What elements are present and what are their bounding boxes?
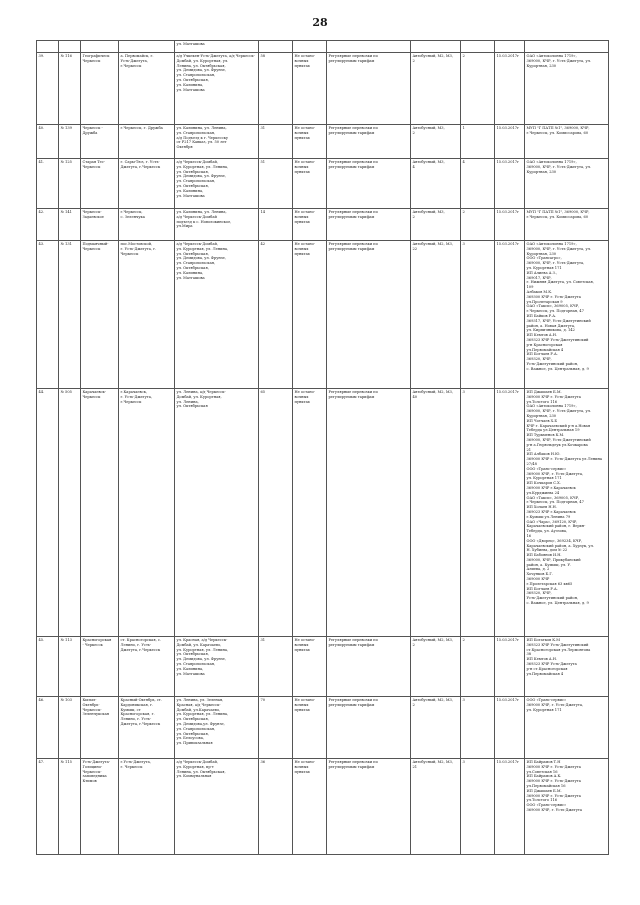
route-length-cell: 42	[259, 241, 293, 389]
table-row	[37, 53, 609, 125]
route-length-cell: 65	[259, 389, 293, 637]
carrier-info-cell: ИП Богатков К.М 369323 КЧР Усть-Джегутинский ст.Красногорская ул.Лермонтова 38 ИП Кемтов А.Н. 369323 КЧР Усть-Джегута р-н ст.Красногорская ул.Первомайская 4	[525, 637, 609, 697]
stop-type-cell: Не остано- вочных пунктах	[293, 241, 327, 389]
vehicle-count-cell: 2	[461, 637, 495, 697]
table-row	[37, 637, 609, 697]
route-number-cell: № 113	[59, 637, 81, 697]
table-row	[37, 241, 609, 389]
route-stops-cell: г.Черкесск, с. Зеленчука	[119, 209, 175, 241]
stop-type-cell: Не остано- вочных пунктах	[293, 209, 327, 241]
route-stops-cell: Красный-Октябрь, ст. Кардоникская, г. Кумыш, ст Красногорская, г. Ленино, г. Усть- Джегута, г.Черкесск	[119, 697, 175, 759]
vehicle-class-cell: Автобусный, М3, 4	[411, 159, 461, 209]
tariff-type-cell: Регулярные перевозки по регулируемым тарифам	[327, 241, 411, 389]
table-row	[37, 125, 609, 159]
registration-date-cell: 15.03.2017г	[495, 159, 525, 209]
stop-type-cell	[293, 41, 327, 53]
vehicle-class-cell: Автобусный, М3, 2	[411, 125, 461, 159]
table-row	[37, 697, 609, 759]
table-row	[37, 389, 609, 637]
route-number-cell: № 103	[59, 697, 81, 759]
route-name-cell: Черкесск - Дружба	[81, 125, 119, 159]
registration-date-cell: 15.03.2017г	[495, 389, 525, 637]
route-stops-cell: г. Сары-Тюз, г. Усть- Джегута, г.Черкесск	[119, 159, 175, 209]
route-name-cell: Красногорская - Черкесск	[81, 637, 119, 697]
registration-date-cell: 15.03.2017г	[495, 209, 525, 241]
vehicle-count-cell: 3	[461, 759, 495, 855]
route-length-cell: 14	[259, 209, 293, 241]
stop-type-cell: Не остано- вочных пунктах	[293, 389, 327, 637]
route-streets-cell: ул. Красная, а/д Черкесск- Домбай, ул. Карачаево, ул. Курортная, ул. Ленина, ул. Октябрьская, ул. Демидова, ул. Фрунзе, ул. Ставропольская, ул. Калинина, ул. Матгашова	[175, 637, 259, 697]
route-number-cell: № 141	[59, 209, 81, 241]
stop-type-cell: Не остано- вочных пунктах	[293, 125, 327, 159]
route-name-cell: Кызыл- Октябрь- Черкесск- Зеленчукская	[81, 697, 119, 759]
stop-type-cell: Не остано- вочных пунктах	[293, 159, 327, 209]
stop-type-cell: Не остано- вочных пунктах	[293, 759, 327, 855]
vehicle-count-cell: 3	[461, 389, 495, 637]
vehicle-count-cell: 4	[461, 159, 495, 209]
vehicle-class-cell	[411, 41, 461, 53]
route-streets-cell: а/д Учкекен-Усть-Джегута, а/д Черкесск- Домбай, ул. Курортная, ул. Ленина, ул. Октябрьская, ул. Демидова, ул. Фрунзе, ул. Ставропольская, ул. Октябрьская, ул. Калинина, ул. Матгашова	[175, 53, 259, 125]
registration-date-cell: 15.03.2017г	[495, 125, 525, 159]
tariff-type-cell: Регулярные перевозки по регулируемым тарифам	[327, 637, 411, 697]
route-streets-cell: ул. Ленина, а/д Черкесск- Домбай, ул. Курортная, ул. Ленина, ул. Октябрьская	[175, 389, 259, 637]
tariff-type-cell	[327, 41, 411, 53]
route-length-cell: 31	[259, 125, 293, 159]
vehicle-class-cell: Автобусный, М2, М3, 2	[411, 53, 461, 125]
carrier-info-cell: ОАО «Автоколонна 1719», 369000, КЧР, г. Усть-Джегута, ул. Курортная, 230	[525, 159, 609, 209]
tariff-type-cell: Регулярные перевозки по регулируемым тарифам	[327, 159, 411, 209]
route-name-cell: Старая Тес- Черкесск	[81, 159, 119, 209]
stop-type-cell: Не остано- вочных пунктах	[293, 697, 327, 759]
registration-date-cell	[495, 41, 525, 53]
route-streets-cell: ул. Матгашова	[175, 41, 259, 53]
carrier-info-cell: ОАО «Автоколонна 1719», 369000, КЧР, г. Усть-Джегута, ул. Курортная, 230	[525, 53, 609, 125]
vehicle-count-cell	[461, 41, 495, 53]
route-stops-cell: г.Усть-Джегута, г. Черкесск	[119, 759, 175, 855]
stop-type-cell: Не остано- вочных пунктах	[293, 53, 327, 125]
route-number-cell: № 139	[59, 125, 81, 159]
stop-type-cell: Не остано- вочных пунктах	[293, 637, 327, 697]
tariff-type-cell: Регулярные перевозки по регулируемым тарифам	[327, 125, 411, 159]
registration-date-cell: 15.03.2017г	[495, 697, 525, 759]
row-number-cell: 44.	[37, 389, 59, 637]
route-streets-cell: ул. Калинина, ул. Ленина, ул. Ставропольская, а/д Подъезд к г. Черкесску от Р217 Кавказ, ул. 50 лет Октября	[175, 125, 259, 159]
table-row	[37, 41, 609, 53]
row-number-cell: 46.	[37, 697, 59, 759]
vehicle-count-cell: 3	[461, 241, 495, 389]
row-number-cell: 41.	[37, 159, 59, 209]
vehicle-count-cell: 2	[461, 209, 495, 241]
row-number-cell: 43.	[37, 241, 59, 389]
route-name-cell: Усть-Джегута- Голицино- Черкесск- заповедника Ктимов	[81, 759, 119, 855]
tariff-type-cell: Регулярные перевозки по регулируемым тарифам	[327, 53, 411, 125]
route-number-cell: № 116	[59, 53, 81, 125]
route-name-cell: Географическ Черкесск	[81, 53, 119, 125]
carrier-info-cell: ИП Джашаев Б.М. 369000 КЧР г. Усть-Джегута ул.Толстого 116 ОАО «Автоколонна 1719», 369000, КЧР, г. Усть-Джегута, ул. Курортная, 230 ИП Чотчаев Х.Б КЧР г. Карачаевский р-н а.Новая Теберда ул.Центральная 19 ИП Туркменов К.М. 369000, КЧР, Усть-Джегутинский р-н а.Гюрюльдеук ул.Кочкарова 21 ИП Албаков Н.Ю. 369000 КЧР г. Усть-Джегута ул.Ленина 27/48 ООО «Транс-сервис» 369000 КЧР, г. Усть-Джегута, ул. Курортная 171 ИП Кочкаров С.Х. 369000 КЧР г.Карачаевск ул.Курджиева 24 ОАО «Такси», 369005, КЧР, г.Черкесск, ул. Подгорная, 47 ИП Холаев Н.Н. 369023 КЧР г.Карачаевск г.Кумыш ул.Ленина 79 ОАО «Чара», 369120, КЧР, Карачаевский район, г. Верхн- Теберда, ул. Ауэзова, 16 ООО «Дворец», 369234, КЧР, Карачаевский район, а. Хурзук, ул. Н. Хубиева, дом № 22 ИП Бабоянов И.Н. 369000, КЧР, Прикубанский район, а. Кумыш, ул. У. Алиева, д. 2 Хочуяков Б.Г. 369000 КЧР г.Пролетарская 63 кв65 ИП Богчаев Р.А. 369320, КЧР, Усть-Джегутинский район, с. Важное, ул. Центральная, д. 9	[525, 389, 609, 637]
vehicle-count-cell: 1	[461, 125, 495, 159]
route-name-cell: Черкесск- Задаевское	[81, 209, 119, 241]
route-name-cell	[81, 41, 119, 53]
vehicle-class-cell: Автобусный, М2, М3, 40	[411, 389, 461, 637]
table-row	[37, 209, 609, 241]
registration-date-cell: 15.03.2017г	[495, 759, 525, 855]
carrier-info-cell	[525, 41, 609, 53]
vehicle-count-cell: 3	[461, 697, 495, 759]
route-name-cell: Подмаячный- Черкесск	[81, 241, 119, 389]
route-streets-cell: ул. Ленина, ул. Зеленая, Красная, а/д Черкесск- Домбай, ул.Карачаево, ул. Курортная, ул. Ленина, ул. Октябрьская, ул. Демидова,ул. Фрунзе, ул. Ставропольская, ул. Октябрьская, ул. Белоусова, ул. Привокзальная	[175, 697, 259, 759]
route-length-cell: 36	[259, 759, 293, 855]
route-stops-cell: г.Карачаевск, г. Усть-Джегута, г.Черкесск	[119, 389, 175, 637]
carrier-info-cell: ООО «Транс-сервис» 369000 КЧР, г. Усть-Джегута, ул. Курортная 171	[525, 697, 609, 759]
vehicle-class-cell: Автобусный, М3, 2	[411, 209, 461, 241]
route-stops-cell: г.Черкесск, г. Дружба	[119, 125, 175, 159]
route-number-cell: № 125	[59, 159, 81, 209]
route-stops-cell: пос.Мостовской, г. Усть-Джегута, г. Черкесск	[119, 241, 175, 389]
route-register-table	[36, 40, 609, 855]
row-number-cell: 40.	[37, 125, 59, 159]
route-length-cell: 58	[259, 53, 293, 125]
row-number-cell: 45.	[37, 637, 59, 697]
route-streets-cell: а/д Черкесск-Домбай, ул. Курортная, ул. Ленина, ул. Октябрьская, ул. Демидова, ул. Фрунзе, ул. Ставропольская, ул. Октябрьская, ул. Калинина, ул. Матгашова	[175, 241, 259, 389]
table-row	[37, 159, 609, 209]
vehicle-count-cell: 2	[461, 53, 495, 125]
table-row	[37, 759, 609, 855]
carrier-info-cell: МУП "Г ПАТП №1", 369000, КЧР, г.Черкесск, ул. Комиссарова, 60	[525, 209, 609, 241]
tariff-type-cell: Регулярные перевозки по регулируемым тарифам	[327, 697, 411, 759]
row-number-cell: 39.	[37, 53, 59, 125]
carrier-info-cell: МУП "Г ПАТП №1", 369000, КЧР, г.Черкесск, ул. Комиссарова, 60	[525, 125, 609, 159]
vehicle-class-cell: Автобусный, М2, М3, 2	[411, 697, 461, 759]
route-length-cell: 31	[259, 637, 293, 697]
route-number-cell: № 505	[59, 389, 81, 637]
tariff-type-cell: Регулярные перевозки по регулируемым тарифам	[327, 209, 411, 241]
route-length-cell: 51	[259, 159, 293, 209]
page-number: 28	[312, 16, 328, 29]
route-stops-cell: ст. Красногорская, с. Ленино, г. Усть- Джегута, г.Черкесск	[119, 637, 175, 697]
row-number-cell: 47.	[37, 759, 59, 855]
route-streets-cell: а/д Черкесск-Домбай, ул. Курортная, пр-т Ленина, ул. Октябрьская, ул. Коммунальная	[175, 759, 259, 855]
registration-date-cell: 15.03.2017г	[495, 637, 525, 697]
row-number-cell	[37, 41, 59, 53]
route-number-cell	[59, 41, 81, 53]
vehicle-class-cell: Автобусный, М2, М3, 2	[411, 637, 461, 697]
register-body	[37, 41, 609, 855]
route-name-cell: Карачаевск- Черкесск	[81, 389, 119, 637]
vehicle-class-cell: Автобусный, М2, М3, 22	[411, 241, 461, 389]
tariff-type-cell: Регулярные перевозки по регулируемым тарифам	[327, 759, 411, 855]
route-stops-cell: а. Первомайск, г. Усть-Джегута, г.Черкесск	[119, 53, 175, 125]
tariff-type-cell: Регулярные перевозки по регулируемым тарифам	[327, 389, 411, 637]
route-streets-cell: а/д Черкесск-Домбай, ул. Курортная, ул. Ленина, ул. Октябрьская, ул. Демидова, ул. Фрунзе, ул. Ставропольская, ул. Октябрьская, ул. Калинина, ул. Матгашова	[175, 159, 259, 209]
route-streets-cell: ул. Калинина, ул. Ленина, а/д Черкесск-Домбай подъезд к с. Новолокинское, ул.Мира	[175, 209, 259, 241]
registration-date-cell: 15.03.2017г	[495, 53, 525, 125]
carrier-info-cell: ИП Байрамов Т.Н 369000 КЧР г. Усть-Джегута ул.Советская 16 ИП Байрамов А.К. 369000 КЧР г. Усть-Джегута ул.Первомайская 16 ИП Джашаев Б.М. 369000 КЧР г. Усть-Джегута ул.Толстого 116 ООО «Транс-сервис» 369000 КЧР, г. Усть-Джегута	[525, 759, 609, 855]
route-stops-cell	[119, 41, 175, 53]
route-length-cell	[259, 41, 293, 53]
route-length-cell: 70	[259, 697, 293, 759]
carrier-info-cell: ОАО «Автоколонна 1719», 369000, КЧР, г. Усть-Джегута, ул. Курортная, 230 ООО «Трансагро», 369000, КЧР, г. Усть-Джегута, ул. Курортная 171 ИП Алиева А.З., 369017, КЧР, г. Нижняя Джегута, ул. Советская, 109 Албаков М.К. 369300 КЧР г. Усть-Джегута ул.Пролетарская 9 ОАО «Такси», 369005, КЧР, г.Черкесск, ул. Подгорная, 47 ИП Байков Р.А. 369317, КЧР, Усть-Джегутинский район, а. Новая Джегута, ул. Кирпичникова, д. 142 ИП Кемтов А.Н. 369323 КЧР Усть-Джегутинский р-н Красногорская ул.Первомайская 4 ИП Богчаев Р.А. 369320, КЧР, Усть-Джегутинский район, с. Важное, ул. Центральная, д. 9	[525, 241, 609, 389]
vehicle-class-cell: Автобусный, М2, М3, 21	[411, 759, 461, 855]
registration-date-cell: 15.03.2017г	[495, 241, 525, 389]
route-number-cell: № 131	[59, 241, 81, 389]
route-number-cell: № 115	[59, 759, 81, 855]
row-number-cell: 42.	[37, 209, 59, 241]
